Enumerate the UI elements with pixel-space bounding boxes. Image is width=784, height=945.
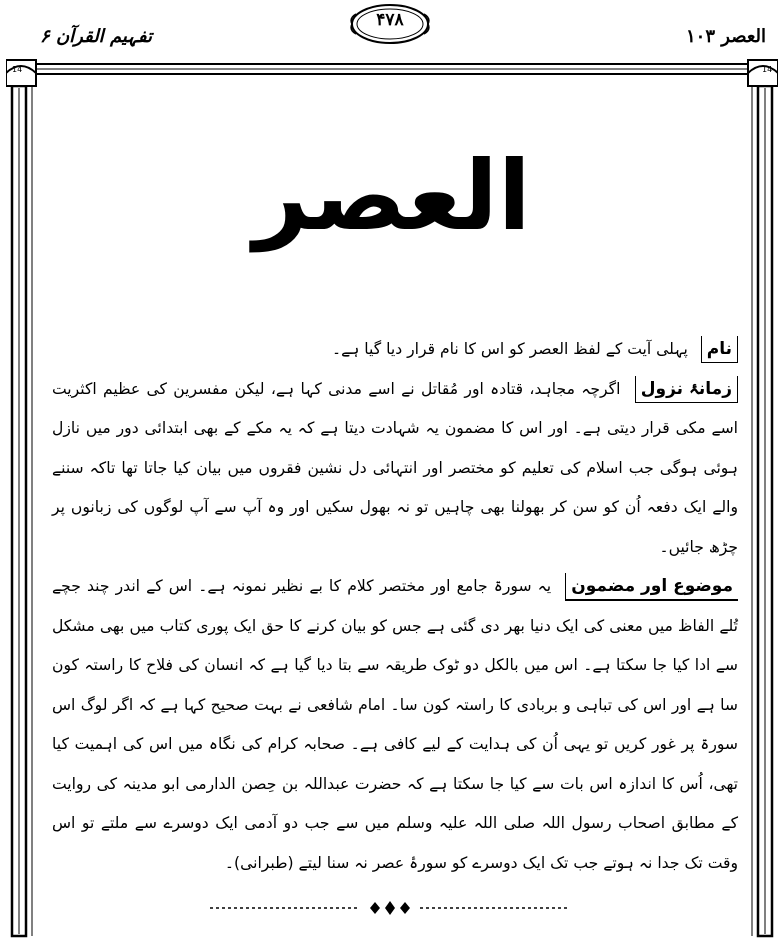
section-name <box>52 330 738 370</box>
surah-reference: العصر ۱۰۳ <box>686 26 766 47</box>
svg-text:14: 14 <box>12 65 23 74</box>
svg-text:14: 14 <box>762 65 773 74</box>
section-heading: موضوع اور مضمون <box>565 573 738 601</box>
book-title: تفہیم القرآن ۶ <box>40 26 153 47</box>
section-text: پہلی آیت کے لفظ العصر کو اس کا نام قرار دیا گیا ہے۔ <box>331 340 688 358</box>
surah-title: العصر <box>253 140 531 252</box>
section-end-ornament-icon <box>210 898 570 918</box>
section-text: اگرچہ مجاہد، قتادہ اور مُقاتل نے اسے مدنی کہا ہے، لیکن مفسرین کی عظیم اکثریت اسے مکی قرار دیتی ہے۔ اور اس کا مضمون یہ شہادت دیتا ہے کہ یہ مکے کے بھی ابتدائی دور میں نازل ہوئی ہوگی جب اسلام کی تعلیم کو مختصر اور انتہائی دل نشین فقروں میں بیان کیا جاتا تھا تاکہ سننے والے ایک دفعہ اُن کو سن کر بھولنا بھی چاہیں تو نہ بھول سکیں اور وہ آپ سے آپ لوگوں کی زبانوں پر چڑھ جائیں۔ <box>52 379 738 556</box>
section-theme <box>52 567 738 883</box>
surah-introduction <box>52 330 738 883</box>
section-heading: نام <box>701 336 738 363</box>
section-heading: زمانۂ نزول <box>635 376 738 403</box>
running-header <box>0 0 784 60</box>
page-number: ۴۷۸ <box>376 10 404 30</box>
page-number-seal <box>348 2 432 46</box>
section-revelation-period <box>52 370 738 568</box>
section-text: یہ سورۃ جامع اور مختصر کلام کا بے نظیر نمونہ ہے۔ اس کے اندر چند جچے تُلے الفاظ میں معنی کی ایک دنیا بھر دی گئی ہے جس کو بیان کرنے کا حق ایک پوری کتاب میں بھی مشکل سے ادا کیا جا سکتا ہے۔ اس میں بالکل دو ٹوک طریقہ سے بتا دیا گیا ہے کہ انسان کی فلاح کا راستہ کون سا ہے اور اس کی تباہی و بربادی کا راستہ کون سا۔ امام شافعی نے بہت صحیح کہا ہے کہ اگر لوگ اس سورۃ پر غور کریں تو یہی اُن کی ہدایت کے لیے کافی ہے۔ صحابہ کرام کی نگاہ میں اس کی اہمیت کیا تھی، اُس کا اندازہ اس بات سے کیا جا سکتا ہے کہ حضرت عبداللہ بن حِصن الدارمی ابو مدینہ کی روایت کے مطابق اصحاب رسول اللہ صلی اللہ علیہ وسلم میں سے جب دو آدمی ایک دوسرے سے ملتے تو اس وقت تک جدا نہ ہوتے جب تک ایک دوسرے کو سورۂ عصر نہ سنا لیتے (طبرانی)۔ <box>52 577 738 872</box>
